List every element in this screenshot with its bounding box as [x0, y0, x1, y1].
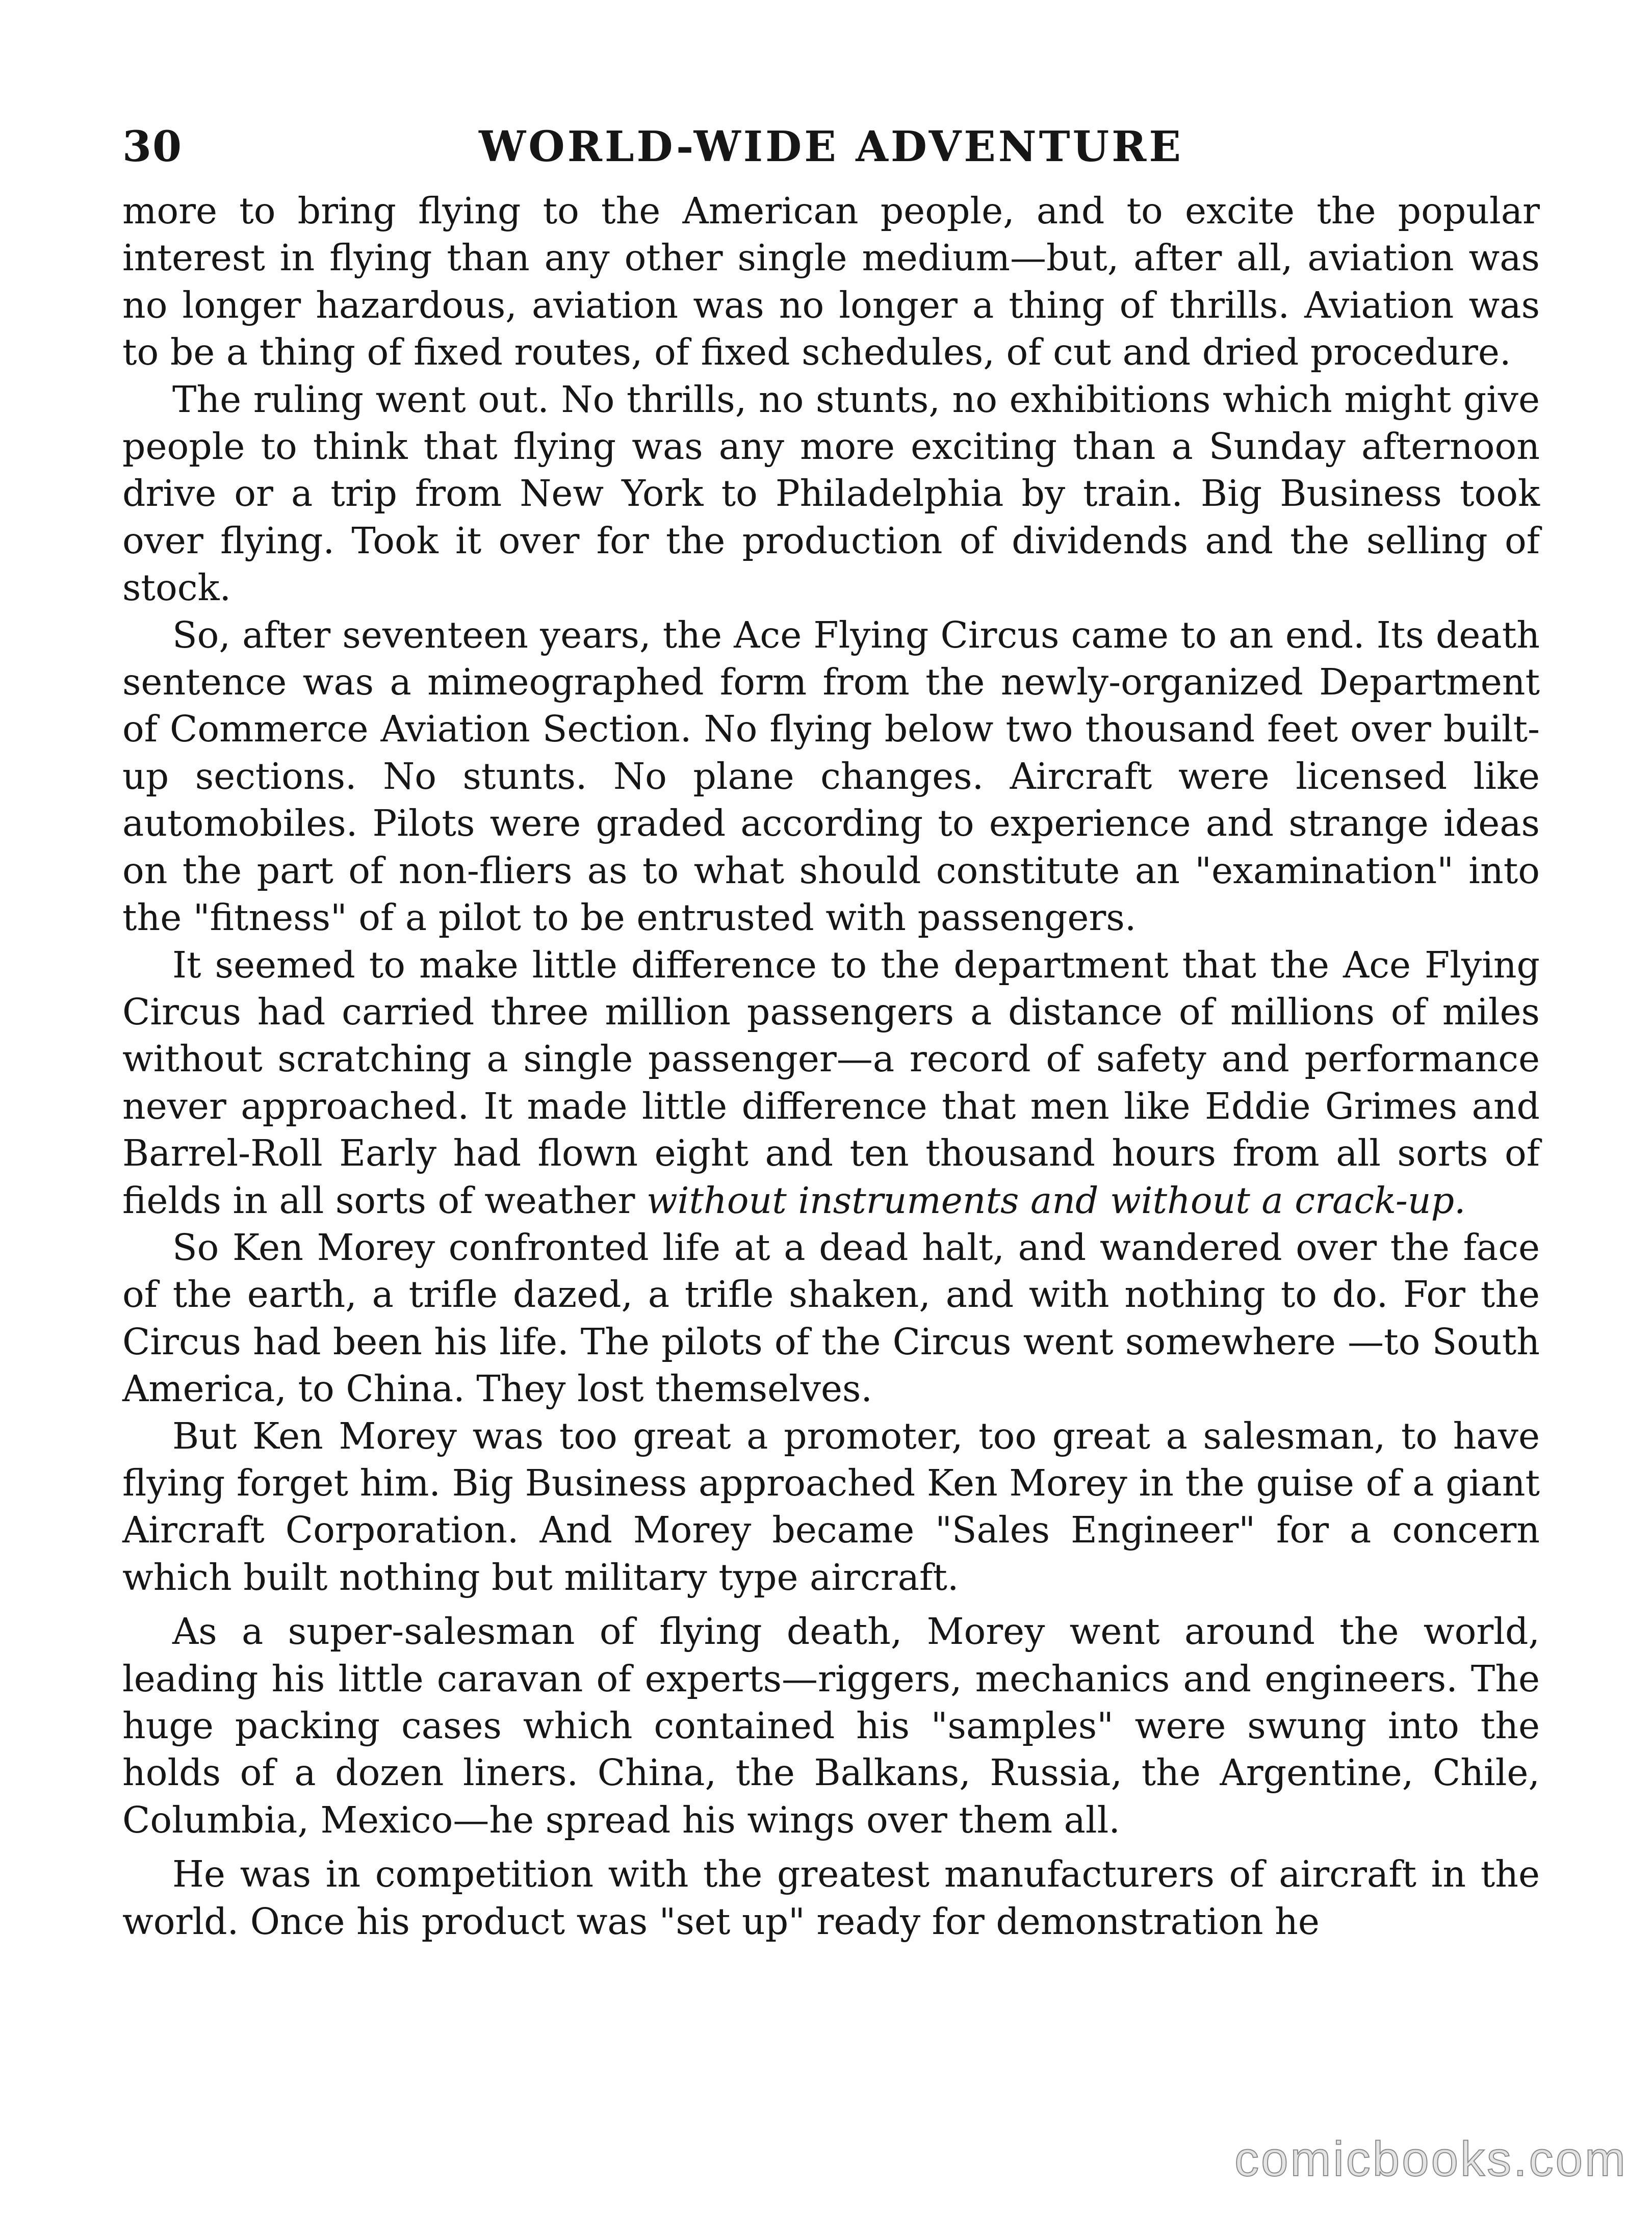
paragraph-4 — [122, 942, 1540, 1224]
paragraph-8-text: He was in competition with the greatest manufacturers of aircraft in the world. Once his product was "set up" ready for demonstration he — [122, 1853, 1540, 1943]
paragraph-2 — [122, 376, 1540, 612]
paragraph-3 — [122, 612, 1540, 942]
paragraph-5 — [122, 1224, 1540, 1413]
running-head — [122, 122, 1540, 178]
paragraph-1-text: more to bring flying to the American people, and to excite the popular interest in flying than any other single medium—but, after all, aviation was no longer hazardous, aviation was no longer a thing of thrills. Aviation was to be a thing of fixed routes, of fixed schedules, of cut and dried procedure. — [122, 190, 1540, 374]
running-title: WORLD-WIDE ADVENTURE — [479, 122, 1183, 171]
paragraph-1 — [122, 188, 1540, 376]
paragraph-6 — [122, 1413, 1540, 1602]
paragraph-8 — [122, 1851, 1540, 1945]
paragraph-5-text: So Ken Morey confronted life at a dead halt, and wandered over the face of the earth, a trifle dazed, a trifle shaken, and with nothing to do. For the Circus had been his life. The pilots of the Circus went somewhere —to South America, to China. They lost themselves. — [122, 1226, 1540, 1410]
paragraph-3-text: So, after seventeen years, the Ace Flying Circus came to an end. Its death sentence was a mimeographed form from the newly-organized Department of Commerce Aviation Section. No flying below two thousand feet over built-up sections. No stunts. No plane changes. Aircraft were licensed like automobiles. Pilots were graded according to experience and strange ideas on the part of non-fliers as to what should constitute an "examination" into the "fitness" of a pilot to be entrusted with passengers. — [122, 613, 1540, 939]
paragraph-2-text: The ruling went out. No thrills, no stunts, no exhibitions which might give people to think that flying was any more exciting than a Sunday afternoon drive or a trip from New York to Philadelphia by train. Big Business took over flying. Took it over for the production of dividends and the selling of stock. — [122, 378, 1540, 609]
paragraph-6-text: But Ken Morey was too great a promoter, too great a salesman, to have flying forget him. Big Business approached Ken Morey in the guise of a giant Aircraft Corporation. And Morey became "Sales Engineer" for a concern which built nothing but military type aircraft. — [122, 1414, 1540, 1598]
paragraph-7 — [122, 1608, 1540, 1844]
watermark-logo: comicbooks.com — [1234, 2132, 1628, 2186]
paragraph-4-text: It seemed to make little difference to the department that the Ace Flying Circus had carried three million passengers a distance of millions of miles without scratching a single passenger—a record of safety and performance never approached. It made little difference that men like Eddie Grimes and Barrel-Roll Early had flown eight and ten thousand hours from all sorts of fields in all sorts of weather — [122, 943, 1540, 1222]
paragraph-4-italic: without instruments and without a crack-up. — [647, 1179, 1466, 1222]
body-text — [122, 188, 1540, 1945]
paragraph-7-text: As a super-salesman of flying death, Morey went around the world, leading his little caravan of experts—riggers, mechanics and engineers. The huge packing cases which contained his "samples" were swung into the holds of a dozen liners. China, the Balkans, Russia, the Argentine, Chile, Columbia, Mexico—he spread his wings over them all. — [122, 1610, 1540, 1841]
page-number: 30 — [122, 122, 183, 171]
